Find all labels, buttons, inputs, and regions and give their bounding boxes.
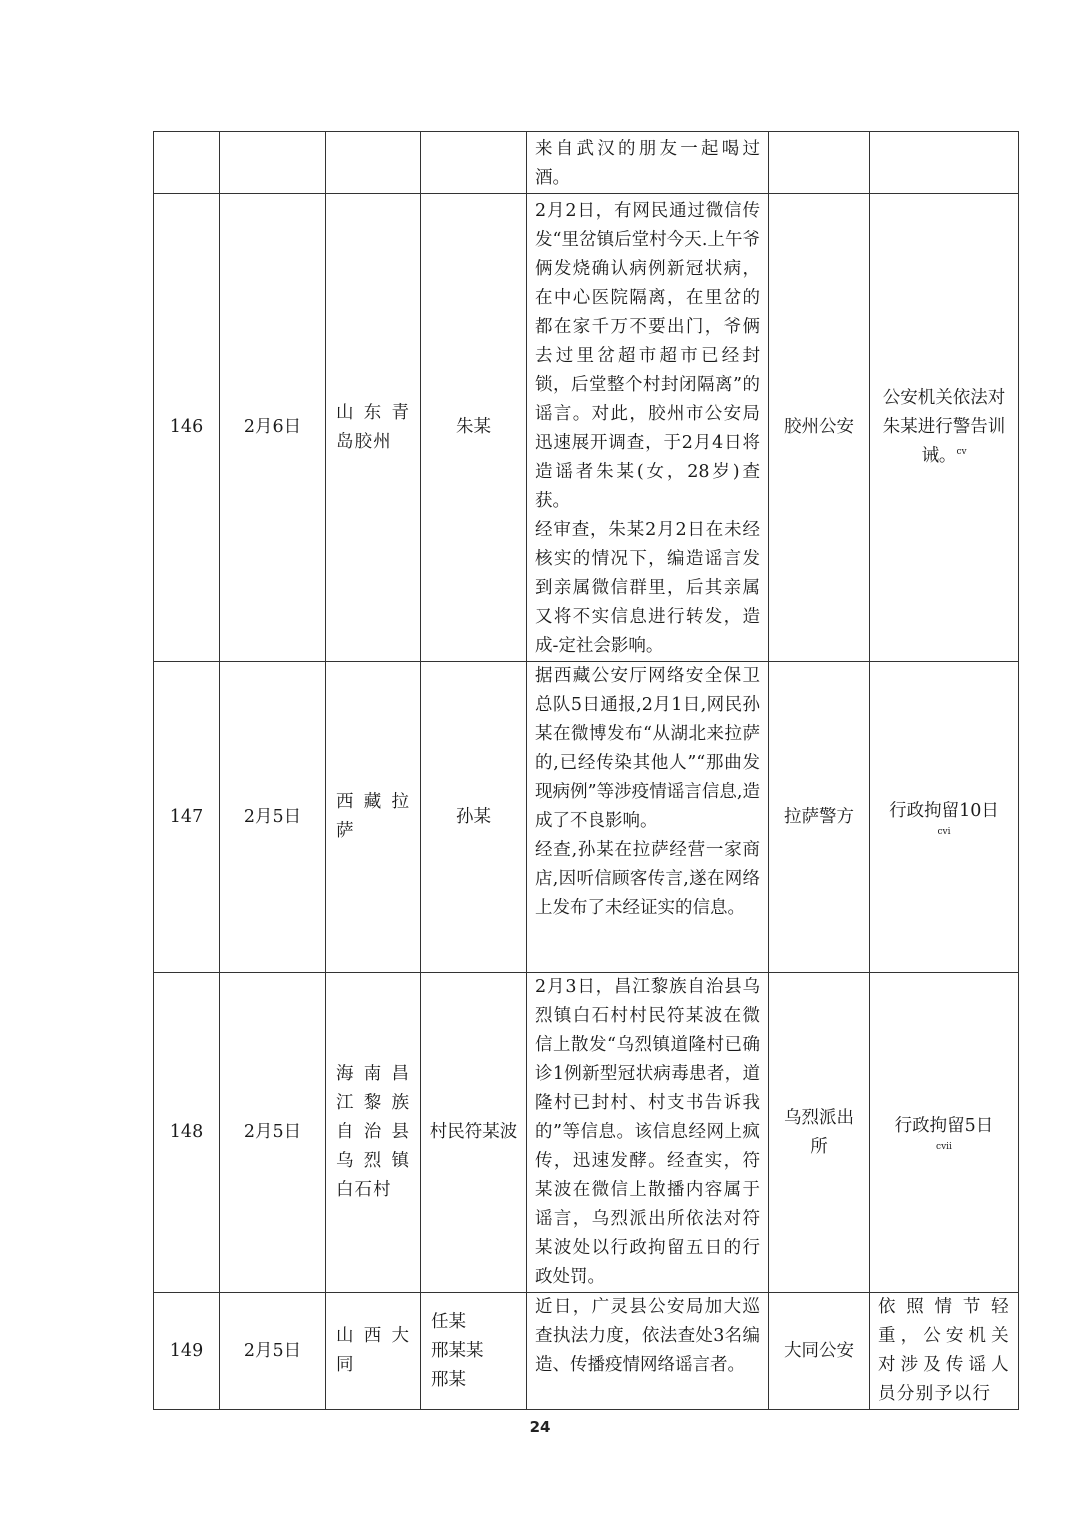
result-text: 行政拘留10日 [889, 800, 999, 821]
case-result [870, 973, 1019, 1293]
case-unit: 胶州公安 [769, 194, 870, 662]
case-result [870, 194, 1019, 662]
case-person: 孙某 [421, 662, 527, 973]
case-number: 147 [154, 662, 220, 973]
case-person: 朱某 [421, 194, 527, 662]
rumor-case-table [153, 131, 1019, 1410]
cell-unit [769, 132, 870, 194]
case-result [870, 662, 1019, 973]
case-person: 村民符某波 [421, 973, 527, 1293]
case-unit: 乌烈派出所 [769, 973, 870, 1293]
table-row [154, 662, 1019, 973]
table-row-continuation [154, 132, 1019, 194]
case-date: 2月5日 [220, 973, 326, 1293]
cell-result [870, 132, 1019, 194]
cell-num [154, 132, 220, 194]
case-person: 任某 邢某某 邢某 [421, 1293, 527, 1410]
case-date: 2月5日 [220, 1293, 326, 1410]
footnote-marker: cv [956, 447, 967, 458]
cell-detail: 来自武汉的朋友一起喝过酒。 [527, 132, 769, 194]
case-detail: 2月3日，昌江黎族自治县乌烈镇白石村村民符某波在微信上散发“乌烈镇道隆村已确诊1例新型冠状病毒患者，道隆村已封村、村支书告诉我的”等信息。该信息经网上疯传，迅速发酵。经查实，符某波在微信上散播内容属于谣言，乌烈派出所依法对符某波处以行政拘留五日的行政处罚。 [527, 973, 769, 1293]
case-number: 149 [154, 1293, 220, 1410]
result-text: 公安机关依法对朱某进行警告训诫。 [882, 388, 1006, 466]
case-detail: 据西藏公安厅网络安全保卫总队5日通报,2月1日,网民孙某在微博发布“从湖北来拉萨的,已经传染其他人”“那曲发现病例”等涉疫情谣言信息,造成了不良影响。 经查,孙某在拉萨经营一家商店,因听信顾客传言,遂在网络上发布了未经证实的信息。 [527, 662, 769, 973]
case-unit: 大同公安 [769, 1293, 870, 1410]
table-row [154, 194, 1019, 662]
page-number: 24 [529, 1418, 551, 1436]
cell-person [421, 132, 527, 194]
case-place: 山东青岛胶州 [326, 194, 421, 662]
case-date: 2月5日 [220, 662, 326, 973]
case-result: 依照情节轻重，公安机关对涉及传谣人员分别予以行 [870, 1293, 1019, 1410]
result-text: 行政拘留5日 [894, 1116, 994, 1136]
footnote-marker: cvii [936, 1142, 952, 1152]
case-number: 148 [154, 973, 220, 1293]
cell-place [326, 132, 421, 194]
case-detail: 近日，广灵县公安局加大巡查执法力度，依法查处3名编造、传播疫情网络谣言者。 [527, 1293, 769, 1410]
case-unit: 拉萨警方 [769, 662, 870, 973]
case-date: 2月6日 [220, 194, 326, 662]
case-place: 西藏拉萨 [326, 662, 421, 973]
case-place: 海南昌江黎族自治县乌烈镇白石村 [326, 973, 421, 1293]
table-row [154, 973, 1019, 1293]
table-row [154, 1293, 1019, 1410]
case-number: 146 [154, 194, 220, 662]
footnote-marker: cvi [937, 826, 951, 837]
cell-date [220, 132, 326, 194]
case-detail: 2月2日，有网民通过微信传发“里岔镇后堂村今天.上午爷俩发烧确认病例新冠状病，在中心医院隔离，在里岔的都在家千万不要出门，爷俩去过里岔超市超市已经封锁，后堂整个村封闭隔离”的谣言。对此，胶州市公安局迅速展开调查，于2月4日将造谣者朱某(女，28岁)查获。 经审查，朱某2月2日在未经核实的情况下，编造谣言发到亲属微信群里，后其亲属又将不实信息进行转发，造成-定社会影响。 [527, 194, 769, 662]
case-place: 山西大同 [326, 1293, 421, 1410]
